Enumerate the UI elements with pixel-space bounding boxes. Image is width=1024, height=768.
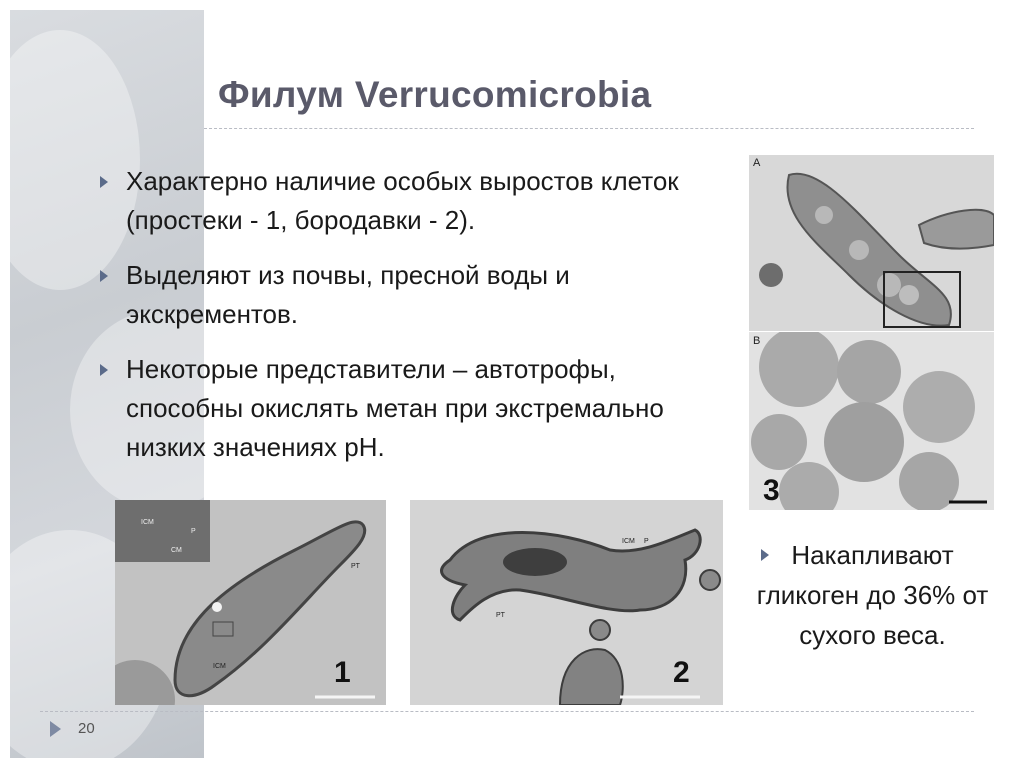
bullet-text: Некоторые представители – автотрофы, способны окислять метан при экстремально низких значениях рН. (126, 354, 664, 462)
bullet-text: Выделяют из почвы, пресной воды и экскрементов. (126, 260, 570, 329)
annotation-icm-2: ICM (213, 663, 226, 670)
bullet-list (98, 162, 738, 483)
page-arrow-icon (50, 721, 61, 737)
bullet-item (98, 162, 738, 240)
annotation-icm: ICM (622, 538, 635, 545)
annotation-icm: ICM (141, 519, 154, 526)
bullet-item (98, 350, 738, 467)
panel-label-b: B (753, 335, 761, 347)
bullet-text: Характерно наличие особых выростов клеток (простеки - 1, бородавки - 2). (126, 166, 679, 235)
title-rule (204, 128, 974, 129)
micrograph-3b (749, 332, 994, 510)
bullet-arrow-icon (100, 364, 108, 376)
page-number: 20 (78, 720, 95, 737)
annotation-pt: PT (351, 563, 360, 570)
glycogen-note-text: Накапливают гликоген до 36% от сухого веса. (756, 540, 989, 650)
bullet-item (98, 256, 738, 334)
panel-label-a: A (753, 157, 761, 169)
annotation-pt: PT (496, 612, 505, 619)
bullet-arrow-icon (761, 549, 769, 561)
micrograph-3a (749, 155, 994, 331)
slide-title: Филум Verrucomicrobia (218, 74, 652, 115)
glycogen-note (755, 535, 990, 655)
annotation-p: P (191, 528, 196, 535)
figure-label-1: 1 (334, 656, 351, 689)
footer-rule (40, 711, 974, 712)
bullet-arrow-icon (100, 270, 108, 282)
figure-label-3: 3 (763, 474, 780, 507)
annotation-p: P (644, 538, 649, 545)
figure-label-2: 2 (673, 656, 690, 689)
bullet-arrow-icon (100, 176, 108, 188)
annotation-cm: CM (171, 547, 182, 554)
